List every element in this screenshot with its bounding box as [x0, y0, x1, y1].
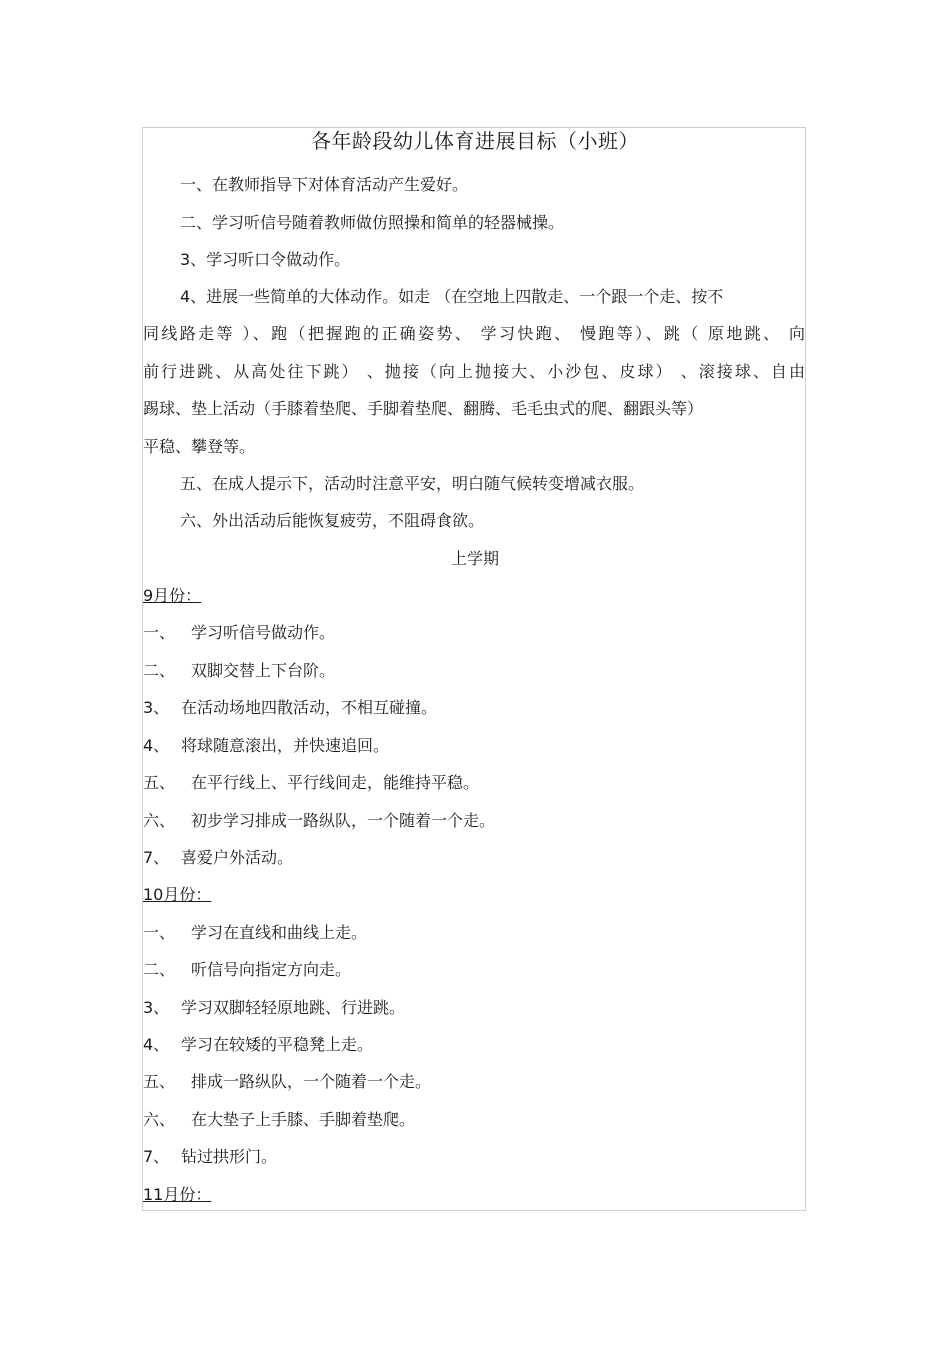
item-number: 3、 — [143, 698, 170, 717]
item-text: 初步学习排成一路纵队，一个随着一个走。 — [191, 811, 496, 830]
list-item — [143, 959, 351, 981]
goal-3: 3、学习听口令做动作。 — [180, 250, 351, 269]
item-number: 4、 — [143, 1035, 170, 1054]
item-number: 3、 — [143, 998, 170, 1017]
list-item — [143, 810, 495, 832]
semester-heading: 上学期 — [450, 549, 499, 568]
list-item — [143, 1109, 415, 1131]
item-text: 双脚交替上下台阶。 — [191, 661, 336, 680]
goal-4-line-4: 踢球、垫上活动（手膝着垫爬、手脚着垫爬、翻腾、毛毛虫式的爬、翻跟头等） — [143, 399, 704, 418]
october-heading: 10月份： — [143, 885, 212, 904]
item-text: 学习听信号做动作。 — [191, 623, 336, 642]
item-text: 听信号向指定方向走。 — [191, 960, 352, 979]
item-text: 在平行线上、平行线间走，能维持平稳。 — [191, 773, 480, 792]
goal-6: 六、外出活动后能恢复疲劳，不阻碍食欲。 — [180, 511, 485, 530]
item-number: 二、 — [143, 960, 176, 979]
item-text: 学习在直线和曲线上走。 — [191, 923, 368, 942]
november-heading: 11月份： — [143, 1185, 212, 1204]
item-number: 六、 — [143, 1110, 176, 1129]
item-number: 7、 — [143, 1147, 170, 1166]
item-text: 在大垫子上手膝、手脚着垫爬。 — [191, 1110, 416, 1129]
goal-4-line-2: 同线路走等 ）、跑（把握跑的正确姿势、 学习快跑、 慢跑等）、跳（ 原地跳、 向 — [143, 324, 805, 343]
item-number: 4、 — [143, 736, 170, 755]
item-text: 将球随意滚出，并快速追回。 — [181, 736, 390, 755]
page-title: 各年龄段幼儿体育进展目标（小班） — [311, 129, 639, 153]
item-number: 一、 — [143, 623, 176, 642]
item-number: 二、 — [143, 661, 176, 680]
list-item — [143, 997, 405, 1019]
item-text: 喜爱户外活动。 — [181, 848, 294, 867]
goal-5: 五、在成人提示下，活动时注意平安，明白随气候转变增减衣服。 — [180, 474, 645, 493]
item-number: 五、 — [143, 1072, 176, 1091]
item-number: 7、 — [143, 848, 170, 867]
item-number: 五、 — [143, 773, 176, 792]
goal-4-line-5: 平稳、攀登等。 — [143, 437, 256, 456]
goal-4-line-1: 4、进展一些简单的大体动作。如走 （在空地上四散走、一个跟一个走、按不 — [180, 287, 724, 306]
item-text: 钻过拱形门。 — [181, 1147, 278, 1166]
item-text: 学习双脚轻轻原地跳、行进跳。 — [181, 998, 406, 1017]
list-item — [143, 622, 335, 644]
list-item — [143, 847, 293, 869]
list-item — [143, 1071, 431, 1093]
goal-4-line-3: 前行进跳、从高处往下跳） 、抛接（向上抛接大、小沙包、皮球） 、滚接球、自由 — [143, 362, 805, 381]
item-text: 学习在较矮的平稳凳上走。 — [181, 1035, 374, 1054]
list-item — [143, 735, 389, 757]
list-item — [143, 697, 437, 719]
september-heading: 9月份： — [143, 586, 202, 605]
item-number: 六、 — [143, 811, 176, 830]
goal-2: 二、学习听信号随着教师做仿照操和简单的轻器械操。 — [180, 213, 565, 232]
goal-1: 一、在教师指导下对体育活动产生爱好。 — [180, 175, 469, 194]
item-number: 一、 — [143, 923, 176, 942]
list-item — [143, 1034, 373, 1056]
item-text: 在活动场地四散活动，不相互碰撞。 — [181, 698, 438, 717]
list-item — [143, 1146, 277, 1168]
item-text: 排成一路纵队，一个随着一个走。 — [191, 1072, 432, 1091]
list-item — [143, 660, 335, 682]
list-item — [143, 772, 479, 794]
list-item — [143, 922, 367, 944]
